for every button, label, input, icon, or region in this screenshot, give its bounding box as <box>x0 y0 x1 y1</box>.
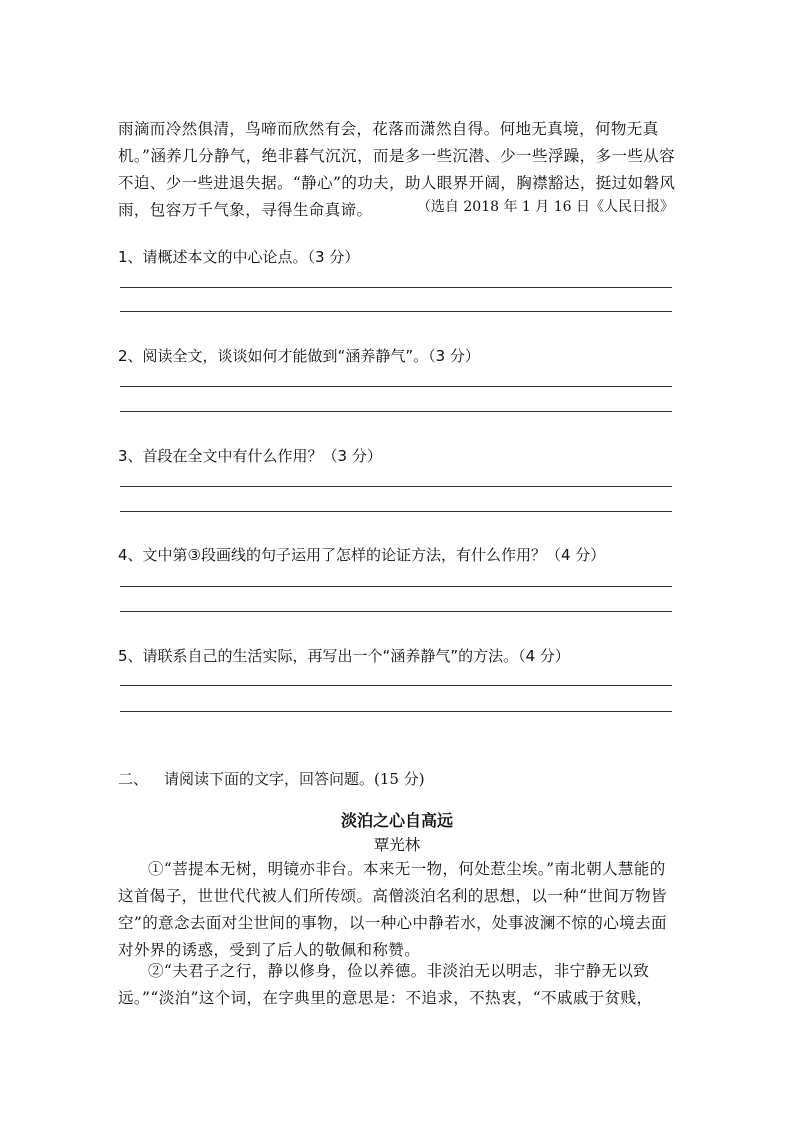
section-number: 二、 <box>118 770 149 788</box>
answer-line[interactable] <box>120 685 672 686</box>
answer-line[interactable] <box>120 287 672 288</box>
answer-line[interactable] <box>120 411 672 412</box>
source-citation: （选自 2018 年 1 月 16 日《人民日报》 <box>416 199 674 215</box>
intro-paragraph: 雨滴而冷然俱清，鸟啼而欣然有会，花落而潇然自得。何地无真境，何物无真机。”涵养几分静气，绝非暮气沉沉，而是多一些沉潜、少一些浮躁，多一些从容不迫、少一些进退失据。“静心”的功夫，助人眼界开阔，胸襟豁达，挺过如磐风雨，包容万千气象，寻得生命真谛。 <box>118 120 676 219</box>
question-3: 3、首段在全文中有什么作用？（3 分） <box>118 447 382 465</box>
article-author: 覃光林 <box>373 836 421 854</box>
question-2: 2、阅读全文，谈谈如何才能做到“涵养静气”。（3 分） <box>118 347 480 365</box>
question-4: 4、文中第③段画线的句子运用了怎样的论证方法，有什么作用？（4 分） <box>118 546 606 564</box>
answer-line[interactable] <box>120 486 672 487</box>
section-heading <box>118 768 425 789</box>
article-paragraph-1: ①“菩提本无树，明镜亦非台。本来无一物，何处惹尘埃。”南北朝人慧能的这首偈子，世世代代被人们所传颂。高僧淡泊名利的思想，以一种“世间万物皆空”的意念去面对尘世间的事物，以一种心中静若水，处事波澜不惊的心境去面对外界的诱惑，受到了后人的敬佩和称赞。 <box>118 860 667 959</box>
answer-line[interactable] <box>120 711 672 712</box>
article-paragraph-2: ②“夫君子之行，静以修身，俭以养德。非淡泊无以明志，非宁静无以致远。”“淡泊”这个词，在字典里的意思是：不追求，不热衷，“不戚戚于贫贱， <box>118 962 653 1007</box>
answer-line[interactable] <box>120 511 672 512</box>
section-instruction: 请阅读下面的文字，回答问题。(15 分) <box>164 770 425 788</box>
answer-line[interactable] <box>120 611 672 612</box>
answer-line[interactable] <box>120 586 672 587</box>
article-title: 淡泊之心自高远 <box>340 811 453 830</box>
question-1: 1、请概述本文的中心论点。（3 分） <box>118 248 360 266</box>
answer-line[interactable] <box>120 386 672 387</box>
answer-line[interactable] <box>120 311 672 312</box>
question-5: 5、请联系自己的生活实际，再写出一个“涵养静气”的方法。（4 分） <box>118 647 570 665</box>
